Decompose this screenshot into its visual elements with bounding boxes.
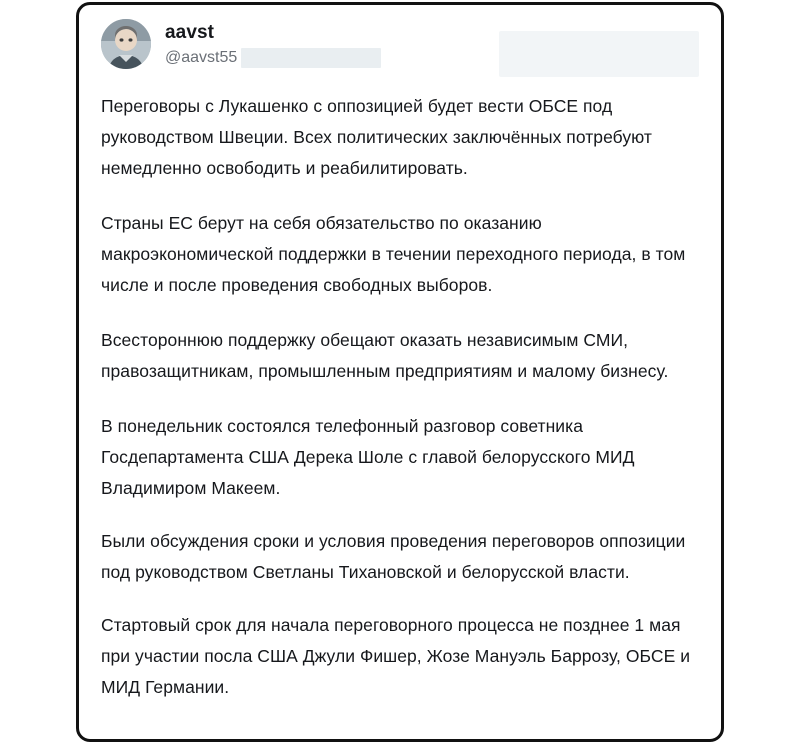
tweet-header xyxy=(101,19,699,69)
tweet-paragraph: Страны ЕС берут на себя обязательство по оказанию макроэкономической поддержки в течении переходного периода, в том числе и после проведения свободных выборов. xyxy=(101,213,686,295)
handle: @aavst55 xyxy=(165,49,238,66)
tweet-paragraph: В понедельник состоялся телефонный разговор советника Госдепартамента США Дерека Шоле с главой белорусского МИД Владимиром Макеем. xyxy=(101,416,635,498)
display-name: aavst xyxy=(165,22,215,43)
avatar[interactable] xyxy=(101,19,151,69)
tweet-card-inner xyxy=(79,5,721,703)
tweet-card xyxy=(76,2,724,742)
tweet-paragraph: Всестороннюю поддержку обещают оказать независимым СМИ, правозащитникам, промышленным предприятиям и малому бизнесу. xyxy=(101,330,669,381)
handle-row xyxy=(165,47,381,68)
redaction-block-handle xyxy=(241,48,381,68)
tweet-body xyxy=(101,91,699,703)
redaction-block-top-right xyxy=(499,31,699,77)
tweet-paragraph: Были обсуждения сроки и условия проведения переговоров оппозиции под руководством Светланы Тихановской и белорусской власти. xyxy=(101,531,686,582)
tweet-paragraph: Переговоры с Лукашенко с оппозицией будет вести ОБСЕ под руководством Швеции. Всех политических заключённых потребуют немедленно освободить и реабилитировать. xyxy=(101,96,653,178)
tweet-paragraph: Стартовый срок для начала переговорного процесса не позднее 1 мая при участии посла США Джули Фишер, Жозе Мануэль Баррозу, ОБСЕ и МИД Германии. xyxy=(101,615,691,697)
user-avatar-photo-icon xyxy=(101,19,151,69)
name-block xyxy=(165,19,381,68)
